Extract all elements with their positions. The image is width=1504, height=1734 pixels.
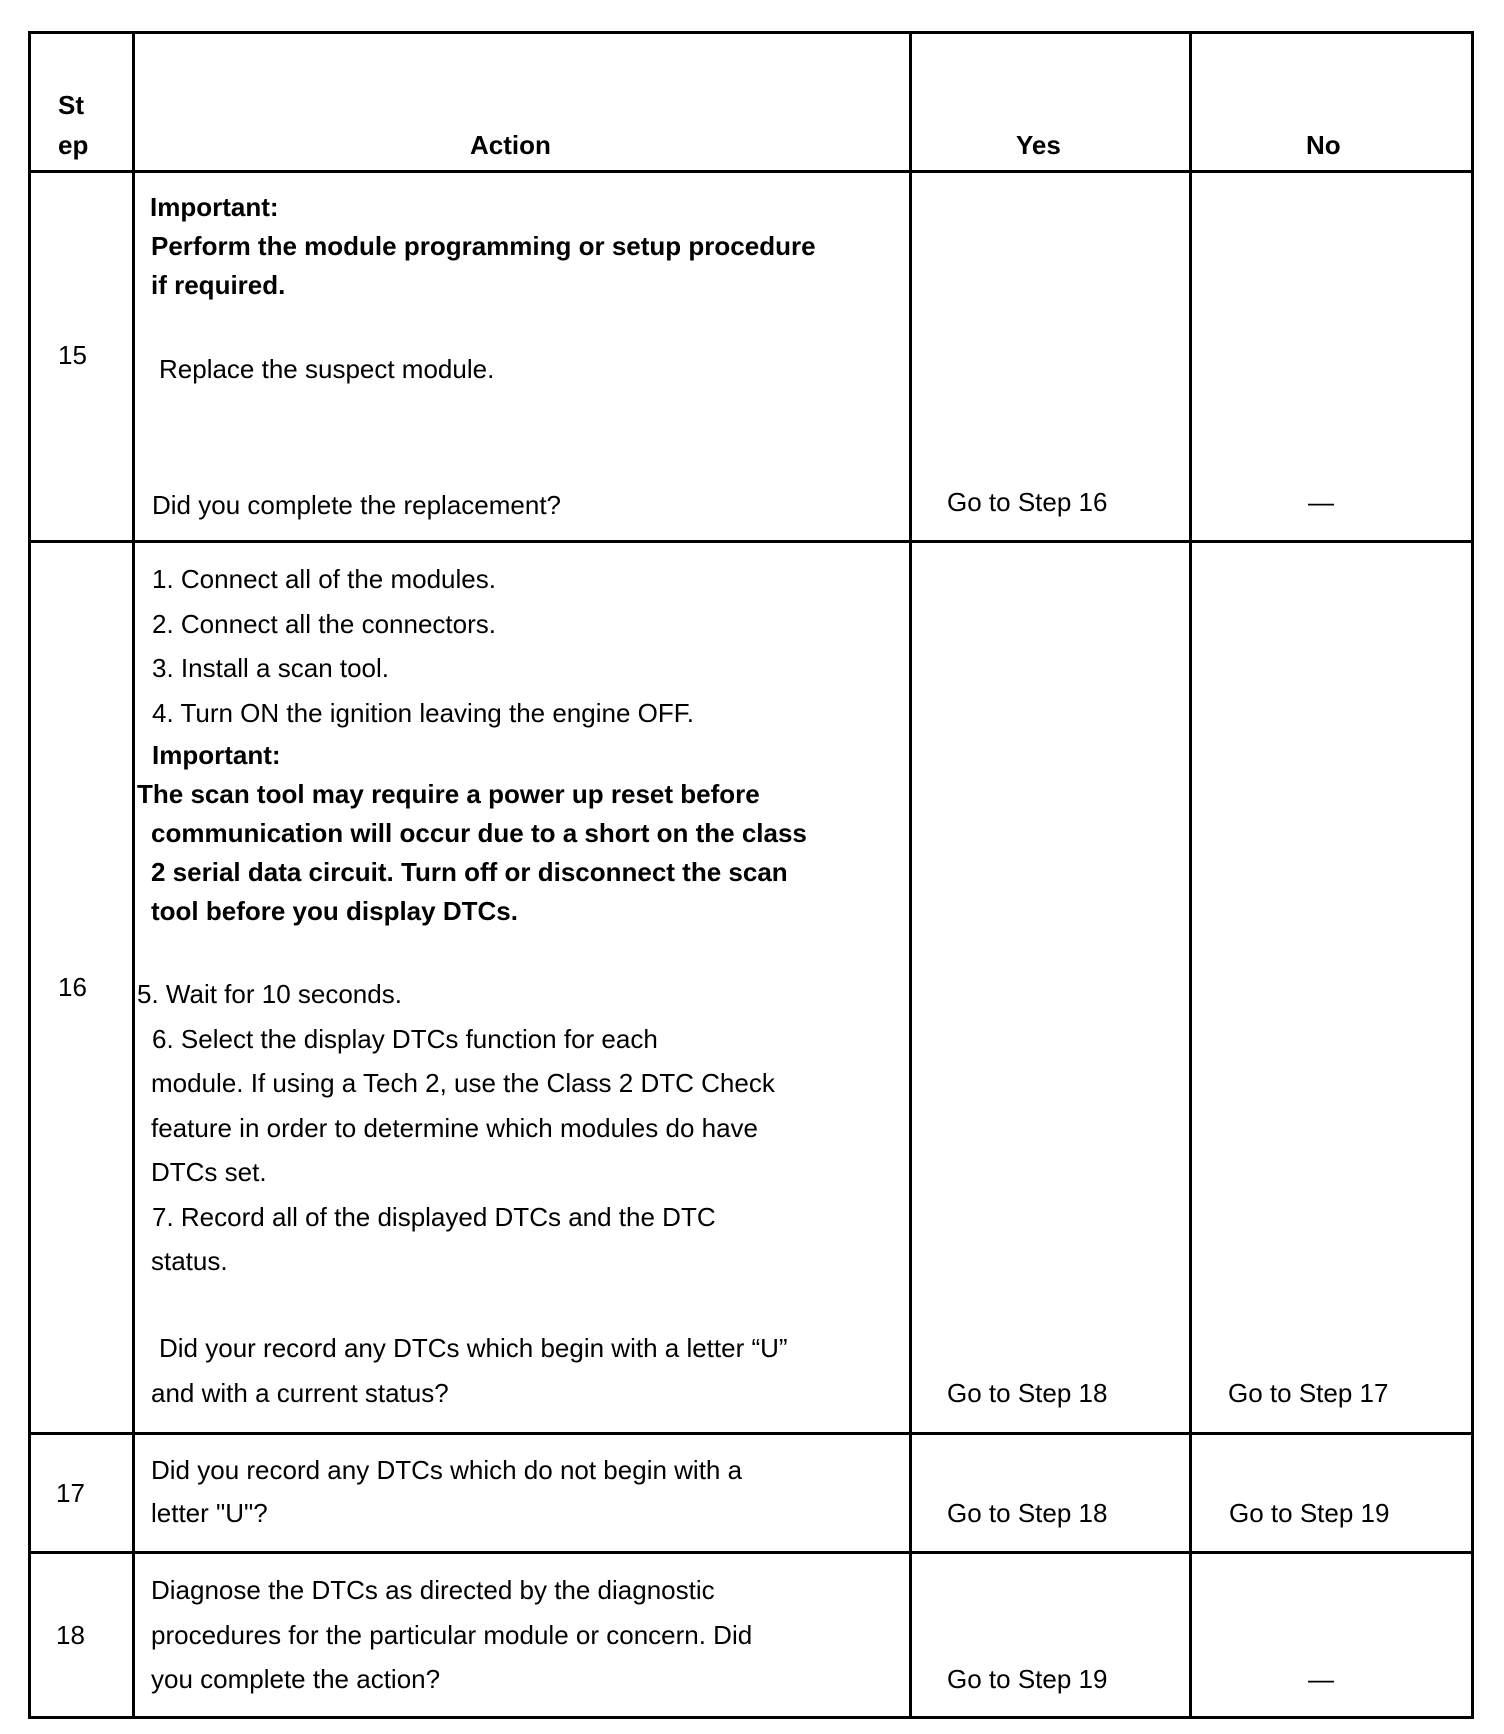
question-text: procedures for the particular module or concern. Did bbox=[151, 1620, 753, 1650]
column-divider bbox=[132, 31, 135, 1719]
question-text: you complete the action? bbox=[151, 1664, 441, 1694]
question-text: Did you complete the replacement? bbox=[152, 490, 562, 520]
instruction-text: Replace the suspect module. bbox=[159, 354, 495, 384]
list-item: 7. Record all of the displayed DTCs and the DTC bbox=[152, 1202, 716, 1232]
header-divider bbox=[28, 170, 1474, 173]
step-number: 17 bbox=[56, 1478, 85, 1508]
no-result: Go to Step 17 bbox=[1228, 1378, 1389, 1408]
table-border-right bbox=[1471, 31, 1474, 1719]
header-step: ep bbox=[58, 130, 89, 160]
yes-result: Go to Step 18 bbox=[947, 1498, 1108, 1528]
header-yes: Yes bbox=[1016, 130, 1061, 160]
row-divider bbox=[28, 1432, 1474, 1435]
list-item: 6. Select the display DTCs function for each bbox=[152, 1024, 658, 1054]
important-text: The scan tool may require a power up reset before bbox=[137, 779, 760, 809]
important-text: Perform the module programming or setup procedure bbox=[151, 231, 816, 261]
question-text: Did your record any DTCs which begin with a letter “U” bbox=[159, 1333, 788, 1363]
question-text: Diagnose the DTCs as directed by the diagnostic bbox=[151, 1575, 715, 1605]
step-number: 16 bbox=[58, 972, 87, 1002]
important-label: Important: bbox=[152, 740, 281, 770]
header-no: No bbox=[1306, 130, 1341, 160]
yes-result: Go to Step 19 bbox=[947, 1664, 1108, 1694]
table-border-left bbox=[28, 31, 31, 1719]
header-action: Action bbox=[470, 130, 551, 160]
question-text: Did you record any DTCs which do not begin with a bbox=[151, 1455, 743, 1485]
list-item: module. If using a Tech 2, use the Class 2 DTC Check bbox=[151, 1068, 775, 1098]
no-result: Go to Step 19 bbox=[1229, 1498, 1390, 1528]
question-text: letter "U"? bbox=[151, 1498, 268, 1528]
important-text: communication will occur due to a short on the class bbox=[151, 818, 807, 848]
table-border-bottom bbox=[28, 1716, 1474, 1719]
list-item: DTCs set. bbox=[151, 1157, 267, 1187]
yes-result: Go to Step 18 bbox=[947, 1378, 1108, 1408]
row-divider bbox=[28, 1551, 1474, 1554]
list-item: status. bbox=[151, 1246, 228, 1276]
table-border-top bbox=[28, 31, 1474, 34]
column-divider bbox=[1189, 31, 1192, 1719]
list-item: 4. Turn ON the ignition leaving the engine OFF. bbox=[152, 698, 694, 728]
list-item: feature in order to determine which modules do have bbox=[151, 1113, 759, 1143]
question-text: and with a current status? bbox=[151, 1378, 449, 1408]
list-item: 1. Connect all of the modules. bbox=[152, 564, 496, 594]
step-number: 15 bbox=[58, 340, 87, 370]
list-item: 3. Install a scan tool. bbox=[152, 653, 390, 683]
step-number: 18 bbox=[56, 1620, 85, 1650]
row-divider bbox=[28, 540, 1474, 543]
column-divider bbox=[909, 31, 912, 1719]
important-text: 2 serial data circuit. Turn off or disconnect the scan bbox=[151, 857, 788, 887]
list-item: 5. Wait for 10 seconds. bbox=[137, 979, 402, 1009]
important-text: if required. bbox=[151, 270, 286, 300]
important-label: Important: bbox=[150, 192, 279, 222]
yes-result: Go to Step 16 bbox=[947, 487, 1108, 517]
important-text: tool before you display DTCs. bbox=[151, 896, 518, 926]
header-step: St bbox=[58, 90, 84, 120]
no-result: — bbox=[1308, 487, 1334, 517]
no-result: — bbox=[1308, 1664, 1334, 1694]
list-item: 2. Connect all the connectors. bbox=[152, 609, 496, 639]
